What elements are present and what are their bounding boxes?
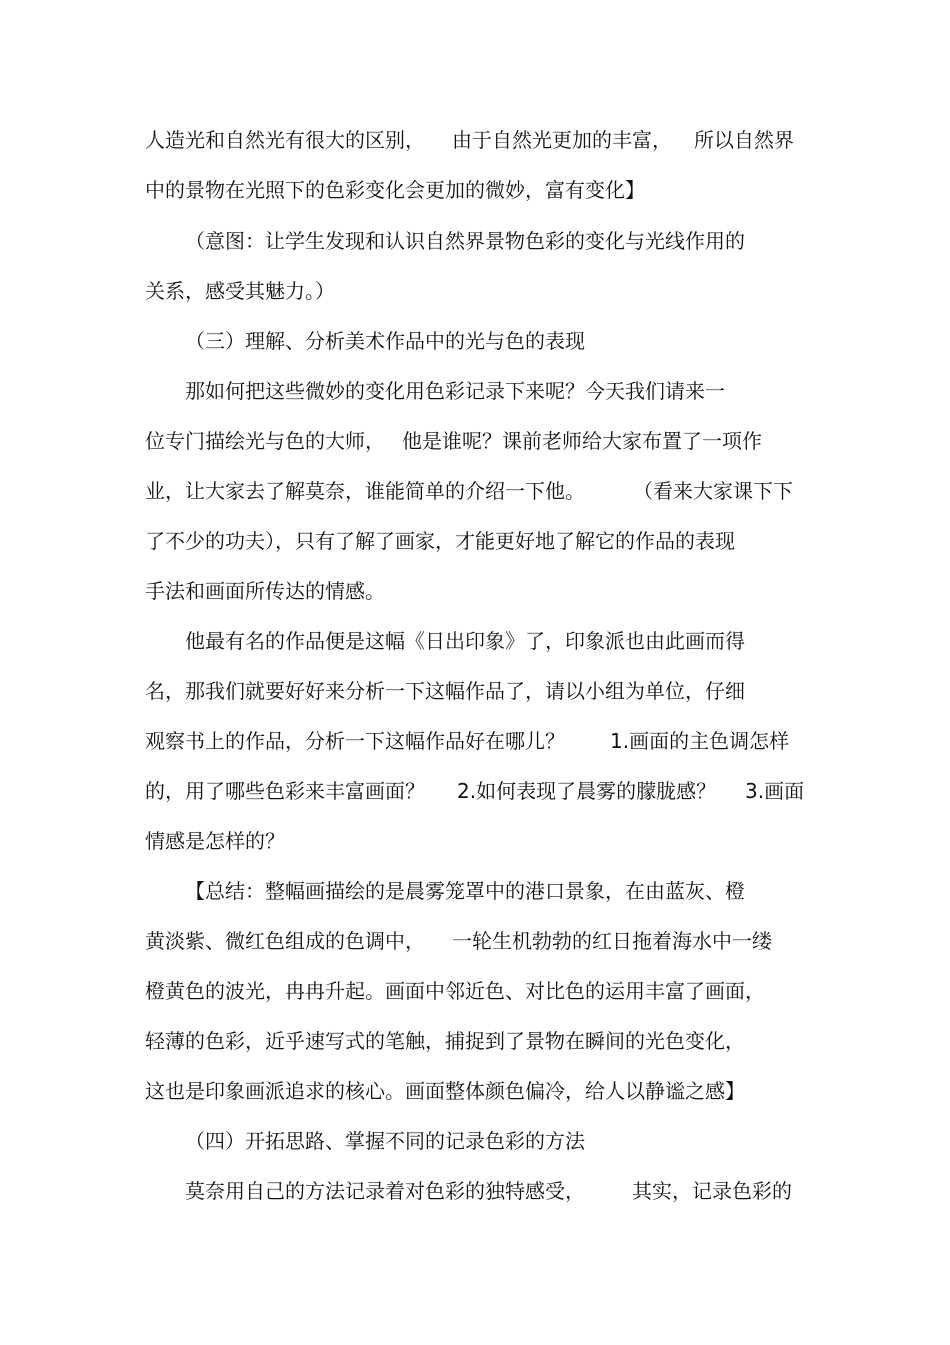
text-segment: 所以自然界 (694, 128, 794, 152)
text-line (0, 774, 950, 808)
text-line (0, 224, 950, 258)
text-segment: 手法和画面所传达的情感。 (145, 579, 385, 603)
text-segment: 2.如何表现了晨雾的朦胧感？ (457, 779, 717, 803)
text-segment: 中的景物在光照下的色彩变化会更加的微妙，富有变化】 (145, 178, 645, 202)
text-segment: （四）开拓思路、掌握不同的记录色彩的方法 (185, 1129, 585, 1153)
text-segment: 由于自然光更加的丰富， (452, 128, 672, 152)
text-line (0, 574, 950, 608)
text-segment: 【总结：整幅画描绘的是晨雾笼罩中的港口景象，在由蓝灰、橙 (185, 879, 745, 903)
section-heading (0, 324, 950, 358)
text-line (0, 173, 950, 207)
text-line (0, 724, 950, 758)
text-line (0, 1174, 950, 1208)
section-heading (0, 1124, 950, 1158)
text-segment: 轻薄的色彩，近乎速写式的笔触，捕捉到了景物在瞬间的光色变化， (145, 1029, 745, 1053)
text-line (0, 1024, 950, 1058)
text-segment: （三）理解、分析美术作品中的光与色的表现 (185, 329, 585, 353)
text-segment: 观察书上的作品，分析一下这幅作品好在哪儿？ (145, 729, 565, 753)
text-line (0, 123, 950, 157)
text-segment: 橙黄色的波光，冉冉升起。画面中邻近色、对比色的运用丰富了画面， (145, 979, 765, 1003)
text-segment: 莫奈用自己的方法记录着对色彩的独特感受， (185, 1179, 585, 1203)
text-line (0, 1074, 950, 1108)
text-segment: 黄淡紫、微红色组成的色调中， (145, 929, 425, 953)
text-line (0, 874, 950, 908)
text-segment: 关系，感受其魅力。） (145, 279, 335, 303)
text-line (0, 274, 950, 308)
text-segment: 业，让大家去了解莫奈，谁能简单的介绍一下他。 (145, 479, 585, 503)
text-segment: 1.画面的主色调怎样 (610, 729, 790, 753)
text-segment: 那如何把这些微妙的变化用色彩记录下来呢？今天我们请来一 (185, 379, 725, 403)
text-line (0, 674, 950, 708)
text-line (0, 624, 950, 658)
text-segment: 他是谁呢？课前老师给大家布置了一项作 (402, 429, 762, 453)
text-line (0, 524, 950, 558)
text-segment: 名，那我们就要好好来分析一下这幅作品了，请以小组为单位，仔细 (145, 679, 745, 703)
text-segment: 情感是怎样的？ (145, 829, 285, 853)
text-line (0, 374, 950, 408)
text-segment: （意图：让学生发现和认识自然界景物色彩的变化与光线作用的 (185, 229, 745, 253)
text-line (0, 974, 950, 1008)
text-segment: 位专门描绘光与色的大师， (145, 429, 385, 453)
text-segment: 他最有名的作品便是这幅《日出印象》了，印象派也由此画而得 (185, 629, 745, 653)
text-segment: 人造光和自然光有很大的区别， (145, 128, 425, 152)
text-segment: 了不少的功夫），只有了解了画家，才能更好地了解它的作品的表现 (145, 529, 735, 553)
text-segment: 其实，记录色彩的 (632, 1179, 792, 1203)
text-segment: （看来大家课下下 (633, 479, 793, 503)
text-line (0, 424, 950, 458)
text-segment: 一轮生机勃勃的红日拖着海水中一缕 (452, 929, 772, 953)
text-segment: 的，用了哪些色彩来丰富画面？ (145, 779, 425, 803)
text-line (0, 824, 950, 858)
text-line (0, 474, 950, 508)
text-segment: 这也是印象画派追求的核心。画面整体颜色偏冷，给人以静谧之感】 (145, 1079, 745, 1103)
text-segment: 3.画面 (745, 779, 805, 803)
text-line (0, 924, 950, 958)
